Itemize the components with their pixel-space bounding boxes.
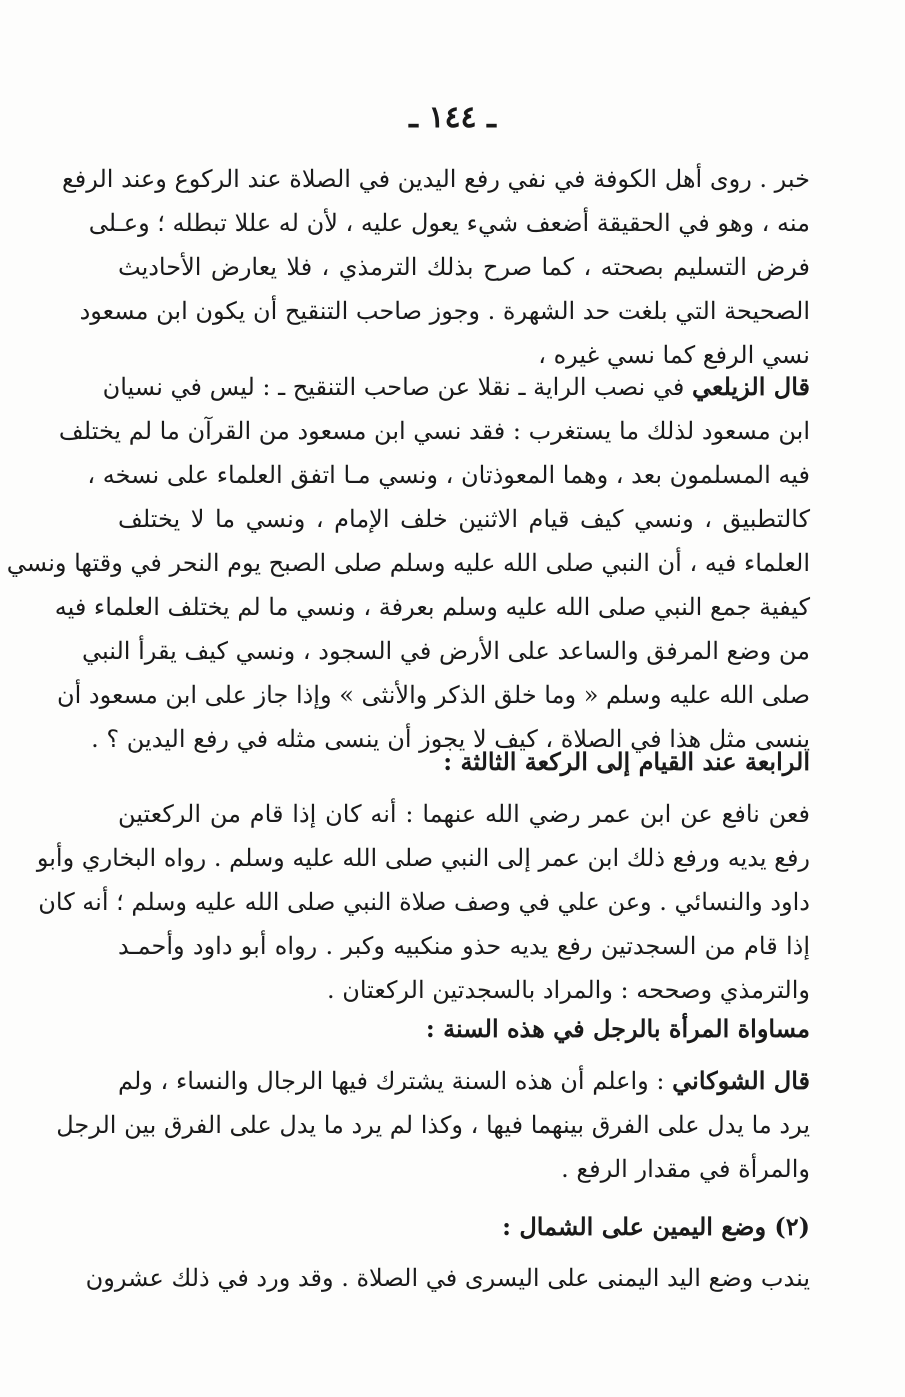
- paragraph-line: منه ، وهو في الحقيقة أضعف شيء يعول عليه ، لأن له عللا تبطله ؛ وعـلى: [88, 209, 810, 237]
- paragraph-line: رفع يديه ورفع ذلك ابن عمر إلى النبي صلى الله عليه وسلم . رواه البخاري وأبو: [36, 844, 810, 872]
- paragraph-3: [36, 792, 810, 1012]
- paragraph-line: صلى الله عليه وسلم « وما خلق الذكر والأنثى » وإذا جاز على ابن مسعود أن: [56, 681, 810, 709]
- section-heading: الرابعة عند القيام إلى الركعة الثالثة :: [443, 747, 810, 776]
- section-heading: (٢) وضع اليمين على الشمال :: [502, 1212, 810, 1241]
- paragraph-5: [85, 1256, 810, 1300]
- paragraph-line: كيفية جمع النبي صلى الله عليه وسلم بعرفة ، ونسي ما لم يختلف العلماء فيه: [54, 593, 810, 621]
- paragraph-line: والمرأة في مقدار الرفع .: [561, 1155, 810, 1183]
- paragraph-line: فرض التسليم بصحته ، كما صرح بذلك الترمذي ، فلا يعارض الأحاديث: [118, 253, 810, 281]
- paragraph-line: نسي الرفع كما نسي غيره ،: [538, 341, 810, 369]
- paragraph-line: خبر . روى أهل الكوفة في نفي رفع اليدين في الصلاة عند الركوع وعند الرفع: [61, 165, 810, 193]
- paragraph-line: الصحيحة التي بلغت حد الشهرة . وجوز صاحب التنقيح أن يكون ابن مسعود: [79, 297, 810, 325]
- paragraph-line: يرد ما يدل على الفرق بينهما فيها ، وكذا لم يرد ما يدل على الفرق بين الرجل: [56, 1111, 810, 1139]
- paragraph-line: إذا قام من السجدتين رفع يديه حذو منكبيه وكبر . رواه أبو داود وأحمـد: [118, 932, 810, 960]
- paragraph-line: والترمذي وصححه : والمراد بالسجدتين الركعتان .: [326, 976, 810, 1004]
- paragraph-line: كالتطبيق ، ونسي كيف قيام الاثنين خلف الإمام ، ونسي ما لا يختلف: [118, 505, 810, 533]
- paragraph-line: فعن نافع عن ابن عمر رضي الله عنهما : أنه كان إذا قام من الركعتين: [118, 800, 810, 828]
- paragraph-line: [118, 1059, 810, 1103]
- page-number: ـ ١٤٤ ـ: [409, 100, 496, 135]
- paragraph-line: داود والنسائي . وعن علي في وصف صلاة النبي صلى الله عليه وسلم ؛ أنه كان: [38, 888, 810, 916]
- paragraph-line: ابن مسعود لذلك ما يستغرب : فقد نسي ابن مسعود من القرآن ما لم يختلف: [58, 417, 810, 445]
- quote-source: قال الزيلعي: [691, 372, 810, 401]
- quote-source: قال الشوكاني: [672, 1066, 810, 1095]
- paragraph-line: من وضع المرفق والساعد على الأرض في السجود ، ونسي كيف يقرأ النبي: [81, 637, 810, 665]
- paragraph-line-text: : واعلم أن هذه السنة يشترك فيها الرجال والنساء ، ولم: [118, 1067, 665, 1095]
- paragraph-line-text: في نصب الراية ـ نقلا عن صاحب التنقيح ـ : ليس في نسيان: [102, 373, 685, 401]
- paragraph-4: [56, 1059, 810, 1191]
- paragraph-line: يندب وضع اليد اليمنى على اليسرى في الصلاة . وقد ورد في ذلك عشرون: [85, 1264, 810, 1292]
- paragraph-line: فيه المسلمون بعد ، وهما المعوذتان ، ونسي مـا اتفق العلماء على نسخه ،: [87, 461, 810, 489]
- paragraph-line: ينسى مثل هذا في الصلاة ، كيف لا يجوز أن ينسى مثله في رفع اليدين ؟ .: [91, 725, 810, 753]
- section-heading: مساواة المرأة بالرجل في هذه السنة :: [425, 1014, 810, 1043]
- paragraph-line: العلماء فيه ، أن النبي صلى الله عليه وسلم صلى الصبح يوم النحر في وقتها ونسي: [6, 549, 810, 577]
- paragraph-2: [6, 365, 810, 761]
- paragraph-line: [102, 365, 810, 409]
- paragraph-1: [61, 157, 810, 377]
